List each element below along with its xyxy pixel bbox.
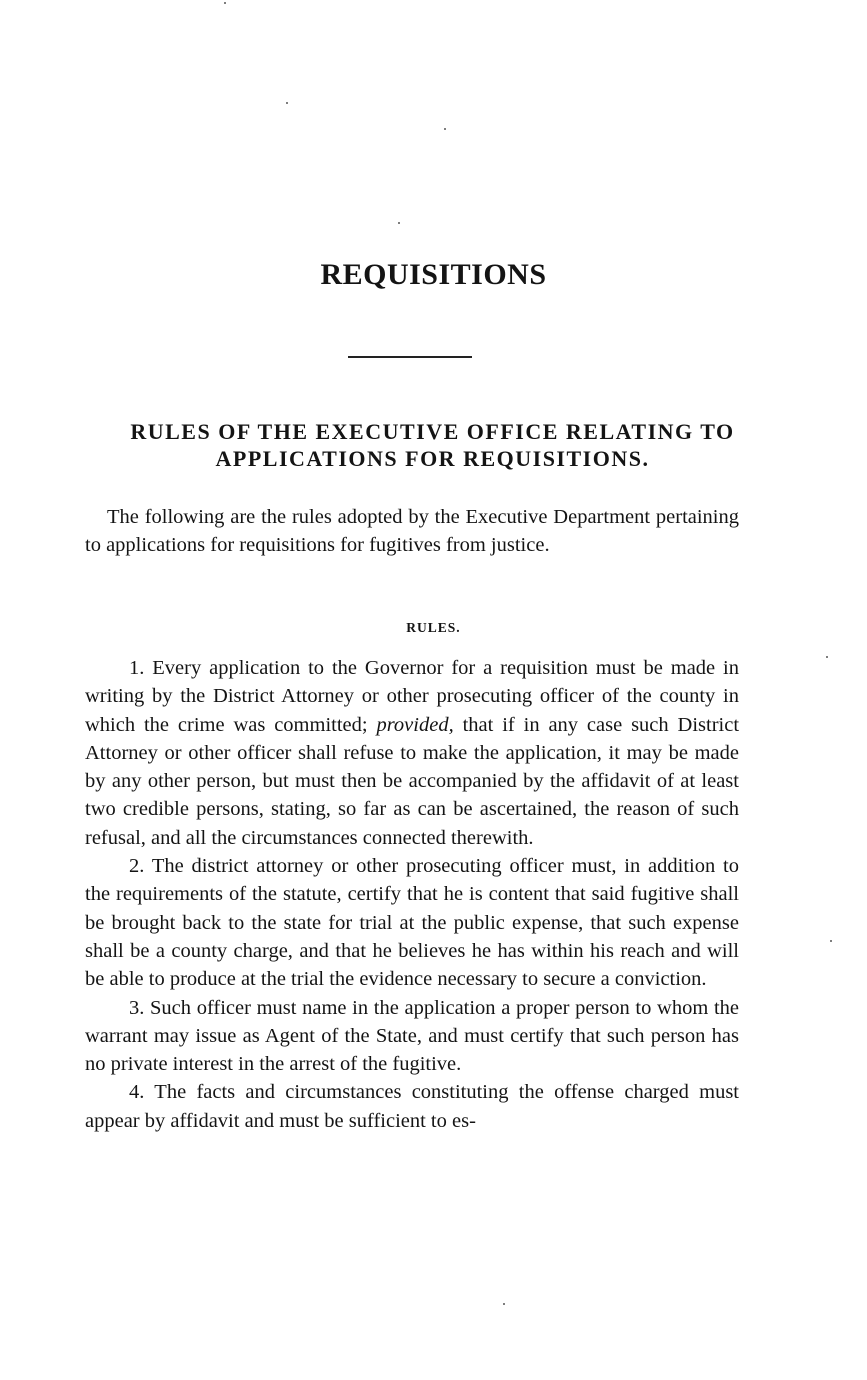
intro-block	[85, 503, 739, 560]
rule-item	[85, 654, 739, 852]
rule-number: 1.	[129, 657, 145, 679]
paper-speck	[398, 222, 400, 224]
paper-speck	[286, 102, 288, 104]
rules-list	[85, 654, 739, 1135]
page-title: REQUISITIONS	[320, 258, 547, 291]
title-divider	[348, 356, 472, 358]
rule-text: that if in any case such District Attorney or other officer shall refuse to make the application, it may be made by any other person, but must then be accompanied by the affidavit of at least two credible persons, stating, so far as can be ascertained, the reason of such refusal, and all the circumstances connected therewith.	[85, 713, 740, 849]
rule-item	[85, 994, 739, 1079]
rule-number: 3.	[129, 996, 145, 1019]
rule-text: The facts and circumstances constituting the offense charged must appear by affidavit and must be sufficient to es-	[85, 1081, 739, 1132]
paper-speck	[444, 128, 446, 130]
rules-heading: RULES.	[406, 620, 461, 635]
rule-text: Every application to the Governor for a requisition must be made in writing by the District Attorney or other prosecuting officer of the county in which the crime was committed;	[85, 657, 739, 736]
rule-number: 4.	[129, 1081, 145, 1104]
paper-speck	[503, 1303, 505, 1305]
section-heading-line-1: RULES OF THE EXECUTIVE OFFICE RELATING TO	[130, 419, 735, 444]
rule-text: Such officer must name in the application a proper person to whom the warrant may issue as Agent of the State, and must certify that such person has no private interest in the arrest of the fugitive.	[85, 996, 739, 1076]
paper-speck	[830, 940, 832, 942]
rule-text: The district attorney or other prosecuting officer must, in addition to the requirements of the statute, certify that he is content that said fugitive shall be brought back to the state for trial at the public expense, that such expense shall be a county charge, and that he believes he has within his reach and will be able to produce at the trial the evidence necessary to secure a conviction.	[85, 855, 739, 991]
rule-item	[85, 1078, 739, 1135]
paper-speck	[826, 656, 828, 658]
section-heading-line-2: APPLICATIONS FOR REQUISITIONS.	[215, 446, 650, 471]
intro-paragraph: The following are the rules adopted by the Executive Department pertaining to applications for requisitions for fugitives from justice.	[85, 506, 739, 557]
rule-item	[85, 852, 739, 993]
rule-emphasis: provided,	[376, 713, 454, 736]
section-heading	[80, 418, 785, 472]
rule-number: 2.	[129, 855, 145, 878]
paper-speck	[224, 2, 226, 4]
